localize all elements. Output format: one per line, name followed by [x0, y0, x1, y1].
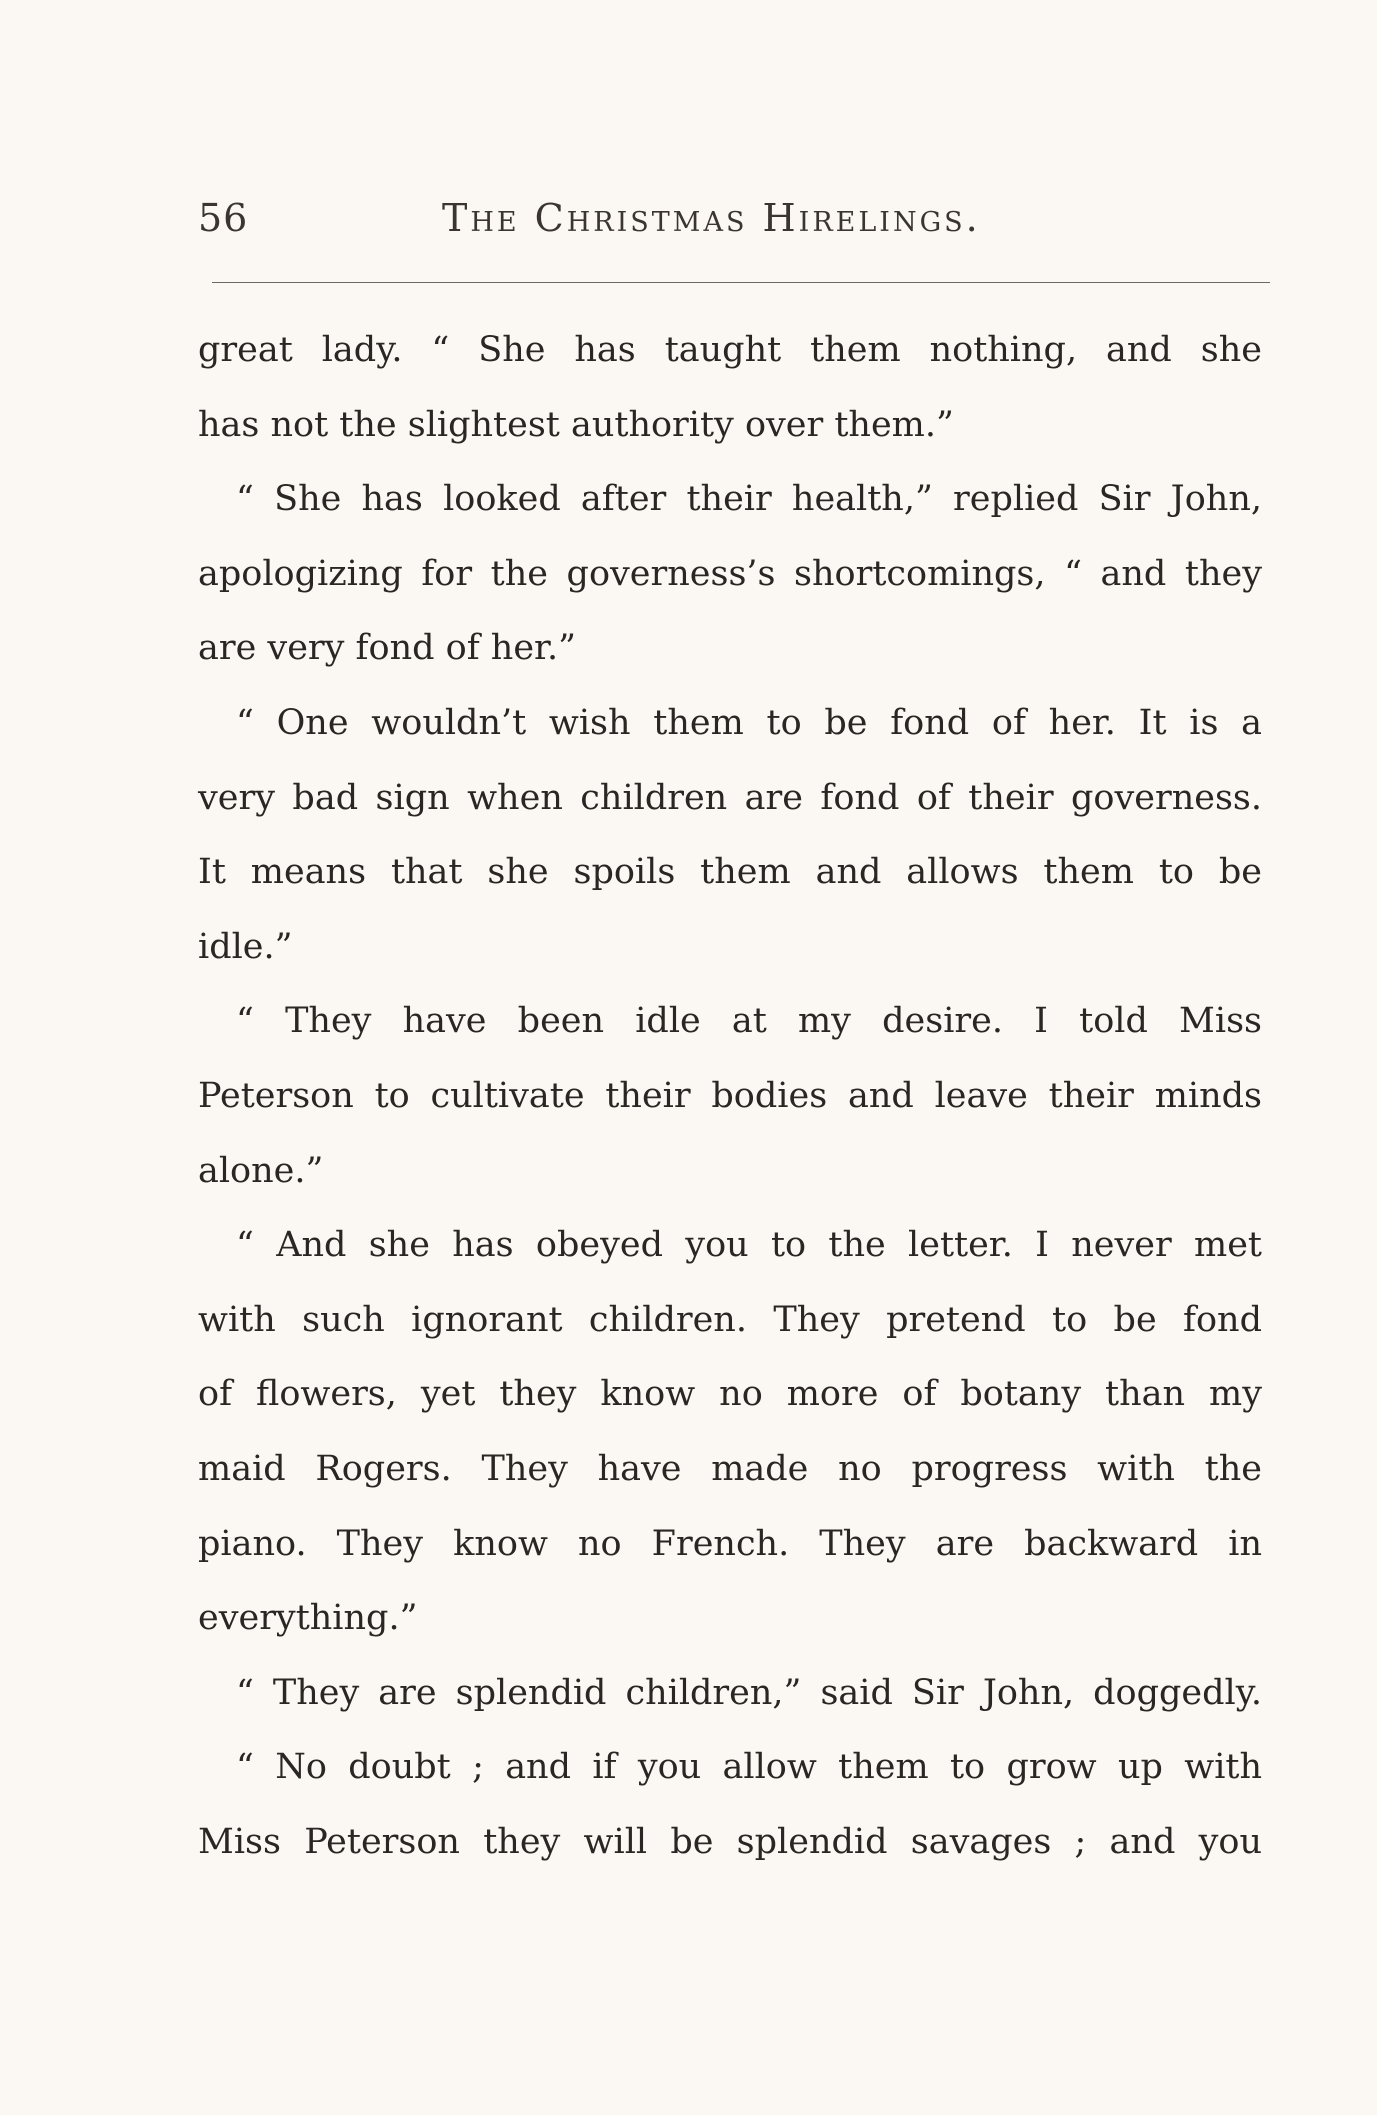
text-line-content: Peterson to cultivate their bodies and leave their minds: [198, 1075, 1262, 1116]
text-line: [198, 393, 1262, 468]
text-line: [198, 467, 1262, 542]
text-line: [198, 542, 1262, 617]
text-line-content: alone.”: [198, 1150, 324, 1191]
header-rule: [212, 282, 1270, 283]
text-line-content: It means that she spoils them and allows them to be: [198, 852, 1262, 893]
text-line-content: with such ignorant children. They pretend to be fond: [198, 1299, 1262, 1340]
text-line: [198, 318, 1262, 393]
text-line-content: Miss Peterson they will be splendid savages ; and you: [198, 1821, 1262, 1862]
text-line-content: of flowers, yet they know no more of botany than my: [198, 1374, 1262, 1415]
text-line-content: “ And she has obeyed you to the letter. I never met: [236, 1225, 1262, 1266]
text-line: [198, 616, 1262, 691]
text-line-content: piano. They know no French. They are backward in: [198, 1523, 1262, 1564]
text-line-content: “ They are splendid children,” said Sir John, doggedly.: [236, 1672, 1262, 1713]
text-line: [198, 1362, 1262, 1437]
text-line-content: idle.”: [198, 926, 293, 967]
text-line-content: “ One wouldn’t wish them to be fond of her. It is a: [236, 702, 1262, 743]
text-line: [198, 1437, 1262, 1512]
text-line-content: “ No doubt ; and if you allow them to grow up with: [236, 1747, 1262, 1788]
body-text: [198, 318, 1262, 1884]
text-line-content: great lady. “ She has taught them nothing, and she: [198, 330, 1262, 370]
running-title: The Christmas Hirelings.: [442, 196, 981, 240]
text-line-content: are very fond of her.”: [198, 628, 576, 669]
text-line-content: “ They have been idle at my desire. I told Miss: [236, 1001, 1262, 1042]
text-line: [198, 1810, 1262, 1885]
text-line: [198, 1288, 1262, 1363]
text-line: [198, 915, 1262, 990]
text-line: [198, 840, 1262, 915]
text-line: [198, 691, 1262, 766]
text-line: [198, 766, 1262, 841]
text-line: [198, 1586, 1262, 1661]
text-line-content: maid Rogers. They have made no progress with the: [198, 1448, 1262, 1489]
text-line-content: very bad sign when children are fond of their governess.: [198, 777, 1262, 818]
text-line-content: apologizing for the governess’s shortcomings, “ and they: [198, 553, 1262, 594]
text-line-content: has not the slightest authority over them.”: [198, 404, 954, 445]
text-line: [198, 1139, 1262, 1214]
running-head: [198, 196, 1278, 252]
text-line: [198, 989, 1262, 1064]
page-number: 56: [198, 196, 249, 240]
text-line: [198, 1735, 1262, 1810]
text-line-content: “ She has looked after their health,” replied Sir John,: [236, 479, 1262, 520]
text-line: [198, 1064, 1262, 1139]
text-line-content: everything.”: [198, 1598, 418, 1639]
text-line: [198, 1661, 1262, 1736]
text-line: [198, 1512, 1262, 1587]
text-line: [198, 1213, 1262, 1288]
